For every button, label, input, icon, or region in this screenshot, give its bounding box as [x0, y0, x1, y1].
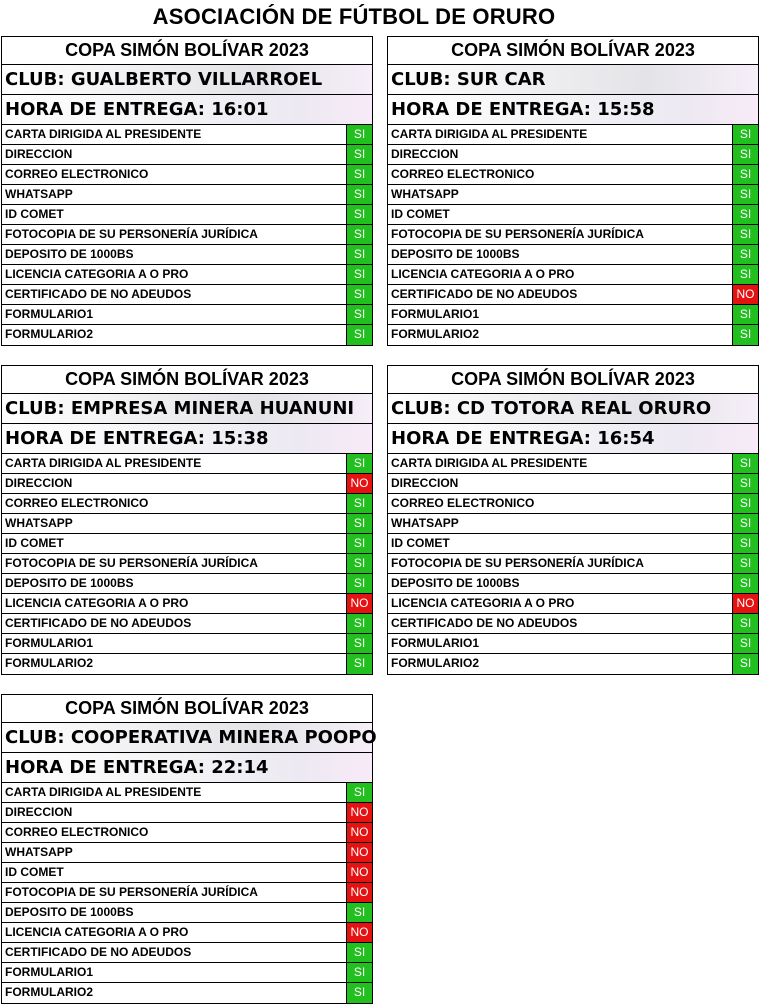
- requirement-label: WHATSAPP: [2, 514, 347, 533]
- requirement-status-badge: SI: [733, 554, 758, 573]
- requirement-label: FOTOCOPIA DE SU PERSONERÍA JURÍDICA: [388, 225, 733, 244]
- club-card-gualberto-villarroel: [1, 36, 373, 346]
- requirement-status-badge: SI: [733, 534, 758, 553]
- requirement-label: CERTIFICADO DE NO ADEUDOS: [388, 285, 733, 304]
- requirement-row: [2, 205, 372, 225]
- requirement-label: DEPOSITO DE 1000BS: [388, 574, 733, 593]
- requirement-label: CARTA DIRIGIDA AL PRESIDENTE: [388, 454, 733, 473]
- requirement-status-badge: SI: [347, 534, 372, 553]
- requirement-status-badge: SI: [347, 225, 372, 244]
- requirement-status-badge: SI: [733, 494, 758, 513]
- requirement-status-badge: SI: [733, 454, 758, 473]
- club-name-text: CLUB: SUR CAR: [391, 69, 546, 90]
- requirement-row: [388, 305, 758, 325]
- club-name: [2, 65, 372, 95]
- club-name: [2, 723, 377, 753]
- requirement-status-badge: SI: [733, 165, 758, 184]
- club-card-sur-car: [387, 36, 759, 346]
- page-title: ASOCIACIÓN DE FÚTBOL DE ORURO: [152, 4, 556, 29]
- requirement-row: [2, 185, 372, 205]
- requirement-row: [388, 225, 758, 245]
- requirement-row: [388, 145, 758, 165]
- requirement-status-badge: SI: [733, 325, 758, 345]
- requirement-label: FORMULARIO1: [388, 634, 733, 653]
- requirement-label: DIRECCION: [388, 145, 733, 164]
- club-name: [2, 394, 372, 424]
- requirement-status-badge: NO: [347, 843, 372, 862]
- requirement-status-badge: NO: [733, 285, 758, 304]
- requirement-label: CARTA DIRIGIDA AL PRESIDENTE: [2, 783, 347, 802]
- requirement-status-badge: NO: [347, 923, 372, 942]
- requirement-label: LICENCIA CATEGORIA A O PRO: [388, 265, 733, 284]
- requirement-label: FORMULARIO1: [2, 305, 347, 324]
- requirement-label: CERTIFICADO DE NO ADEUDOS: [2, 943, 347, 962]
- requirement-status-badge: SI: [347, 285, 372, 304]
- requirement-status-badge: NO: [347, 474, 372, 493]
- requirement-label: ID COMET: [388, 534, 733, 553]
- delivery-time-text: HORA DE ENTREGA: 16:54: [391, 428, 655, 449]
- requirement-label: CARTA DIRIGIDA AL PRESIDENTE: [2, 454, 347, 473]
- delivery-time-text: HORA DE ENTREGA: 16:01: [5, 99, 269, 120]
- requirement-label: ID COMET: [2, 205, 347, 224]
- delivery-time: [2, 424, 372, 454]
- requirement-label: DIRECCION: [2, 474, 347, 493]
- requirement-row: [2, 454, 372, 474]
- requirement-status-badge: SI: [733, 265, 758, 284]
- delivery-time-text: HORA DE ENTREGA: 15:38: [5, 428, 269, 449]
- requirement-label: DIRECCION: [2, 803, 347, 822]
- delivery-time-text: HORA DE ENTREGA: 15:58: [391, 99, 655, 120]
- requirement-status-badge: SI: [347, 145, 372, 164]
- requirement-row: [2, 554, 372, 574]
- requirement-row: [2, 654, 372, 674]
- requirement-label: DEPOSITO DE 1000BS: [2, 903, 347, 922]
- requirement-status-badge: SI: [347, 614, 372, 633]
- requirement-row: [2, 125, 372, 145]
- requirement-status-badge: SI: [733, 145, 758, 164]
- requirement-label: CARTA DIRIGIDA AL PRESIDENTE: [2, 125, 347, 144]
- requirement-row: [2, 823, 372, 843]
- requirement-row: [388, 205, 758, 225]
- requirement-status-badge: SI: [347, 245, 372, 264]
- requirement-label: DIRECCION: [388, 474, 733, 493]
- requirement-label: LICENCIA CATEGORIA A O PRO: [2, 594, 347, 613]
- requirement-row: [388, 125, 758, 145]
- requirement-row: [2, 165, 372, 185]
- requirement-label: FORMULARIO1: [2, 963, 347, 982]
- requirement-status-badge: SI: [347, 265, 372, 284]
- requirement-row: [388, 594, 758, 614]
- requirement-row: [2, 285, 372, 305]
- requirement-label: FORMULARIO2: [2, 983, 347, 1003]
- requirement-status-badge: NO: [733, 594, 758, 613]
- requirement-row: [388, 574, 758, 594]
- cup-title: COPA SIMÓN BOLÍVAR 2023: [2, 37, 372, 65]
- requirement-label: WHATSAPP: [388, 185, 733, 204]
- requirement-row: [388, 245, 758, 265]
- requirement-status-badge: SI: [733, 305, 758, 324]
- requirement-row: [2, 265, 372, 285]
- requirement-status-badge: SI: [347, 903, 372, 922]
- requirement-label: FORMULARIO1: [388, 305, 733, 324]
- club-name: [388, 65, 758, 95]
- club-card-cooperativa-minera-poopo: [1, 694, 377, 1004]
- requirement-status-badge: SI: [347, 165, 372, 184]
- requirement-label: LICENCIA CATEGORIA A O PRO: [2, 923, 347, 942]
- requirement-label: CORREO ELECTRONICO: [388, 165, 733, 184]
- delivery-time-text: HORA DE ENTREGA: 22:14: [5, 757, 269, 778]
- requirement-row: [2, 983, 372, 1003]
- requirement-status-badge: SI: [733, 225, 758, 244]
- requirement-label: DIRECCION: [2, 145, 347, 164]
- requirement-label: ID COMET: [2, 534, 347, 553]
- requirement-status-badge: SI: [733, 634, 758, 653]
- requirement-status-badge: SI: [733, 245, 758, 264]
- requirement-label: DEPOSITO DE 1000BS: [2, 245, 347, 264]
- requirement-status-badge: SI: [347, 305, 372, 324]
- requirement-row: [388, 185, 758, 205]
- club-card-empresa-minera-huanuni: [1, 365, 373, 675]
- requirement-status-badge: SI: [347, 205, 372, 224]
- requirement-row: [2, 943, 372, 963]
- cup-title: COPA SIMÓN BOLÍVAR 2023: [388, 37, 758, 65]
- requirement-row: [2, 225, 372, 245]
- requirement-label: FORMULARIO2: [2, 654, 347, 674]
- requirement-row: [388, 634, 758, 654]
- requirement-row: [2, 614, 372, 634]
- requirement-row: [388, 265, 758, 285]
- requirement-row: [2, 803, 372, 823]
- club-card-cd-totora-real-oruro: [387, 365, 759, 675]
- requirement-row: [388, 494, 758, 514]
- cup-title: COPA SIMÓN BOLÍVAR 2023: [2, 695, 372, 723]
- requirement-row: [2, 494, 372, 514]
- requirement-label: CERTIFICADO DE NO ADEUDOS: [2, 614, 347, 633]
- delivery-time: [2, 753, 372, 783]
- requirement-row: [388, 614, 758, 634]
- requirement-row: [2, 514, 372, 534]
- requirement-status-badge: SI: [733, 474, 758, 493]
- club-name-text: CLUB: COOPERATIVA MINERA POOPO: [5, 727, 377, 748]
- requirement-label: FOTOCOPIA DE SU PERSONERÍA JURÍDICA: [2, 225, 347, 244]
- club-name-text: CLUB: CD TOTORA REAL ORURO: [391, 398, 712, 419]
- club-name-text: CLUB: EMPRESA MINERA HUANUNI: [5, 398, 355, 419]
- requirement-status-badge: NO: [347, 883, 372, 902]
- requirement-row: [388, 474, 758, 494]
- requirement-status-badge: NO: [347, 823, 372, 842]
- requirement-status-badge: SI: [733, 614, 758, 633]
- requirement-status-badge: SI: [733, 654, 758, 674]
- club-name: [388, 394, 758, 424]
- requirement-row: [388, 325, 758, 345]
- requirement-row: [2, 903, 372, 923]
- requirement-label: LICENCIA CATEGORIA A O PRO: [2, 265, 347, 284]
- requirement-row: [2, 245, 372, 265]
- requirement-row: [2, 783, 372, 803]
- requirement-label: CORREO ELECTRONICO: [2, 823, 347, 842]
- club-name-text: CLUB: GUALBERTO VILLARROEL: [5, 69, 323, 90]
- requirement-status-badge: SI: [347, 125, 372, 144]
- requirement-status-badge: SI: [733, 185, 758, 204]
- requirement-row: [2, 145, 372, 165]
- requirement-row: [2, 474, 372, 494]
- requirement-label: WHATSAPP: [388, 514, 733, 533]
- requirement-row: [2, 305, 372, 325]
- requirement-status-badge: SI: [347, 983, 372, 1003]
- requirement-label: FORMULARIO2: [2, 325, 347, 345]
- requirement-label: LICENCIA CATEGORIA A O PRO: [388, 594, 733, 613]
- requirement-status-badge: NO: [347, 863, 372, 882]
- requirement-label: WHATSAPP: [2, 185, 347, 204]
- requirement-label: FOTOCOPIA DE SU PERSONERÍA JURÍDICA: [2, 554, 347, 573]
- requirement-label: FORMULARIO1: [2, 634, 347, 653]
- requirement-label: CERTIFICADO DE NO ADEUDOS: [2, 285, 347, 304]
- requirement-row: [2, 883, 372, 903]
- requirement-label: DEPOSITO DE 1000BS: [388, 245, 733, 264]
- requirement-row: [388, 654, 758, 674]
- requirement-row: [388, 454, 758, 474]
- requirement-label: DEPOSITO DE 1000BS: [2, 574, 347, 593]
- delivery-time: [388, 95, 758, 125]
- requirement-status-badge: SI: [733, 514, 758, 533]
- requirement-row: [388, 514, 758, 534]
- requirement-status-badge: SI: [347, 943, 372, 962]
- cup-title: COPA SIMÓN BOLÍVAR 2023: [2, 366, 372, 394]
- requirement-label: FOTOCOPIA DE SU PERSONERÍA JURÍDICA: [2, 883, 347, 902]
- requirement-status-badge: SI: [347, 634, 372, 653]
- requirement-row: [2, 963, 372, 983]
- requirement-status-badge: NO: [347, 803, 372, 822]
- requirement-label: CERTIFICADO DE NO ADEUDOS: [388, 614, 733, 633]
- requirement-row: [2, 325, 372, 345]
- delivery-time: [2, 95, 372, 125]
- requirement-status-badge: SI: [733, 125, 758, 144]
- requirement-label: FORMULARIO2: [388, 654, 733, 674]
- requirement-label: WHATSAPP: [2, 843, 347, 862]
- requirement-label: CARTA DIRIGIDA AL PRESIDENTE: [388, 125, 733, 144]
- requirement-row: [388, 165, 758, 185]
- requirement-status-badge: SI: [347, 454, 372, 473]
- requirement-label: FOTOCOPIA DE SU PERSONERÍA JURÍDICA: [388, 554, 733, 573]
- requirement-row: [2, 534, 372, 554]
- requirement-label: CORREO ELECTRONICO: [2, 165, 347, 184]
- requirement-row: [2, 923, 372, 943]
- requirement-row: [2, 843, 372, 863]
- requirement-row: [2, 574, 372, 594]
- delivery-time: [388, 424, 758, 454]
- requirement-status-badge: SI: [347, 494, 372, 513]
- requirement-label: CORREO ELECTRONICO: [2, 494, 347, 513]
- requirement-row: [2, 594, 372, 614]
- requirement-label: FORMULARIO2: [388, 325, 733, 345]
- requirement-status-badge: SI: [347, 783, 372, 802]
- cup-title: COPA SIMÓN BOLÍVAR 2023: [388, 366, 758, 394]
- requirement-status-badge: SI: [347, 514, 372, 533]
- requirement-status-badge: SI: [347, 574, 372, 593]
- requirement-status-badge: SI: [733, 574, 758, 593]
- requirement-status-badge: NO: [347, 594, 372, 613]
- requirement-status-badge: SI: [347, 654, 372, 674]
- requirement-row: [388, 285, 758, 305]
- requirement-status-badge: SI: [347, 963, 372, 982]
- requirement-row: [2, 634, 372, 654]
- requirement-label: ID COMET: [388, 205, 733, 224]
- requirement-status-badge: SI: [733, 205, 758, 224]
- requirement-status-badge: SI: [347, 185, 372, 204]
- requirement-status-badge: SI: [347, 554, 372, 573]
- requirement-row: [388, 554, 758, 574]
- requirement-row: [388, 534, 758, 554]
- requirement-label: CORREO ELECTRONICO: [388, 494, 733, 513]
- requirement-row: [2, 863, 372, 883]
- requirement-status-badge: SI: [347, 325, 372, 345]
- requirement-label: ID COMET: [2, 863, 347, 882]
